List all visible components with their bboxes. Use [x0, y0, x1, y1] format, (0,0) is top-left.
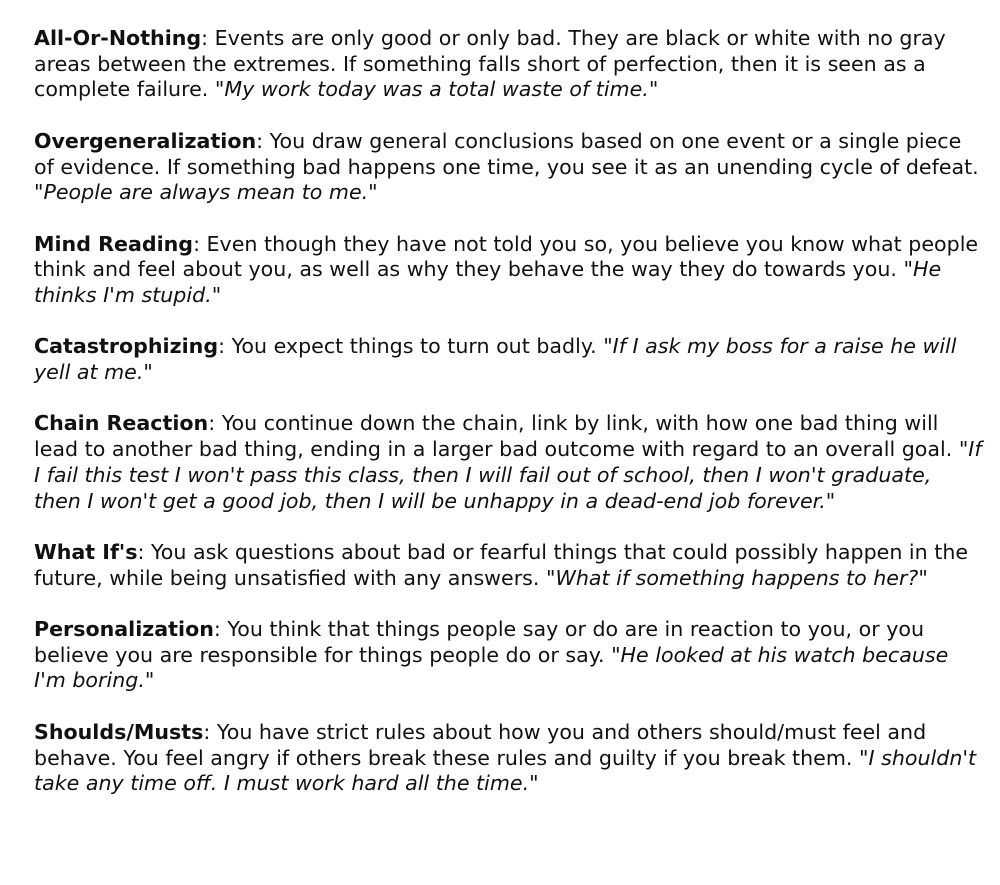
- term-all-or-nothing: All-Or-Nothing: [34, 26, 202, 50]
- definition-shoulds-musts: : You have strict rules about how you and others should/must feel and behave. You feel angry if others break these rules and guilty if you break them.: [34, 719, 927, 770]
- definition-personalization: : You think that things people say or do are in reaction to you, or you believe you are responsible for things people do or say.: [34, 617, 925, 667]
- definition-all-or-nothing: : Events are only good or only bad. They are black or white with no gray areas between the extremes. If something falls short of perfection, then it is seen as a complete failure.: [34, 26, 946, 102]
- definition-catastrophizing: : You expect things to turn out badly.: [218, 334, 604, 359]
- entry-overgeneralization: [34, 129, 984, 206]
- entry-shoulds-musts: [34, 720, 984, 797]
- entry-catastrophizing: [34, 334, 984, 385]
- term-what-ifs: What If's: [34, 539, 138, 564]
- example-personalization: "He looked at his watch because I'm boring.": [34, 642, 949, 693]
- term-chain-reaction: Chain Reaction: [34, 411, 209, 436]
- definition-overgeneralization: : You draw general conclusions based on one event or a single piece of evidence. If something bad happens one time, you see it as an unending cycle of defeat.: [34, 128, 979, 179]
- definition-mind-reading: : Even though they have not told you so, you believe you know what people think and feel about you, as well as why they behave the way they do towards you.: [34, 231, 979, 282]
- example-overgeneralization: "People are always mean to me.": [34, 180, 378, 205]
- example-shoulds-musts: "I shouldn't take any time off. I must work hard all the time.": [34, 745, 977, 796]
- example-catastrophizing: "If I ask my boss for a raise he will yell at me.": [34, 334, 957, 385]
- definition-chain-reaction: : You continue down the chain, link by link, with how one bad thing will lead to another bad thing, ending in a larger bad outcome with regard to an overall goal.: [34, 411, 959, 462]
- definition-what-ifs: : You ask questions about bad or fearful things that could possibly happen in the future, while being unsatisfied with any answers.: [34, 539, 969, 590]
- term-catastrophizing: Catastrophizing: [34, 334, 219, 359]
- entry-what-ifs: [34, 540, 984, 591]
- term-personalization: Personalization: [34, 617, 214, 642]
- entry-mind-reading: [34, 232, 984, 309]
- example-chain-reaction: "If I fail this test I won't pass this class, then I will fail out of school, then I won't graduate, then I won't get a good job, then I will be unhappy in a dead-end job forever.": [34, 437, 982, 513]
- distortions-document: [34, 26, 984, 823]
- term-mind-reading: Mind Reading: [34, 231, 194, 256]
- entry-chain-reaction: [34, 411, 984, 514]
- entry-all-or-nothing: [34, 26, 984, 103]
- example-mind-reading: "He thinks I'm stupid.": [34, 257, 942, 307]
- term-overgeneralization: Overgeneralization: [34, 128, 257, 153]
- entry-personalization: [34, 617, 984, 694]
- example-what-ifs: "What if something happens to her?": [545, 565, 928, 590]
- example-all-or-nothing: "My work today was a total waste of time.": [214, 77, 659, 102]
- term-shoulds-musts: Shoulds/Musts: [34, 719, 204, 744]
